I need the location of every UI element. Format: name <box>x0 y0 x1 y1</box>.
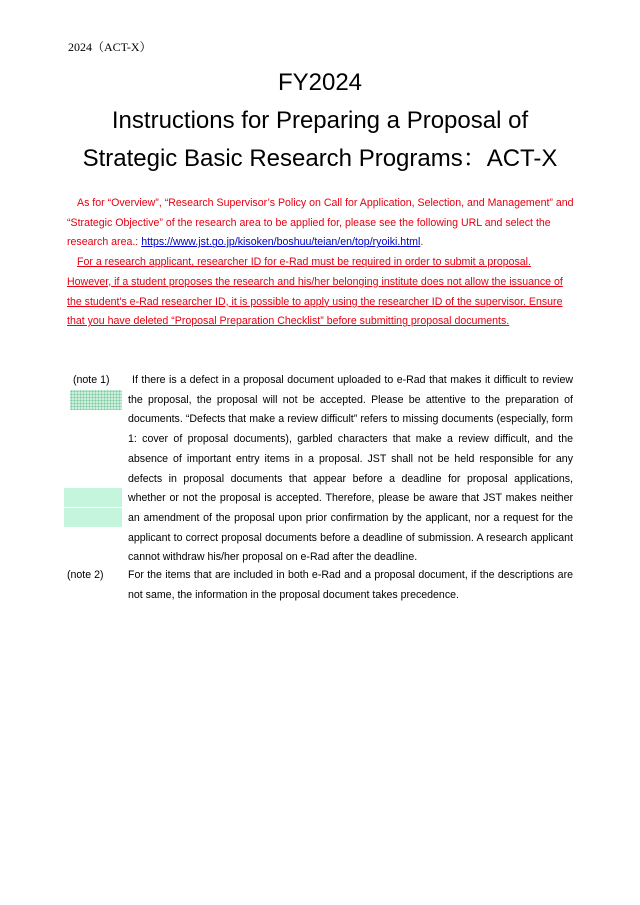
title-year: FY2024 <box>277 69 363 96</box>
note-2-label: (note 2) <box>67 569 104 581</box>
intro-overview-end: . <box>420 236 424 249</box>
title-main: Instructions for Preparing a Proposal of <box>111 107 529 134</box>
intro-overview-text: As for “Overview”, “Research Supervisor’s Policy on Call for Application, Selection, and Management” and “Strategic Objective” of the research area to be applied for, please see the following URL and select the research area.: <box>67 197 574 249</box>
note-2-text: For the items that are included in both e-Rad and a proposal document, if the descriptions are not same, the information in the proposal document takes precedence. <box>128 569 573 601</box>
title-program: Strategic Basic Research Programs：ACT-X <box>82 145 558 172</box>
highlight-mark <box>70 390 122 410</box>
intro-paragraph-overview <box>67 194 574 253</box>
document-code: 2024（ACT-X） <box>68 40 152 54</box>
note-1-label: (note 1) <box>73 374 110 386</box>
researcher-id-notice: For a research applicant, researcher ID for e-Rad must be required in order to submit a proposal. However, if a student proposes the research and his/her belonging institute does not allow the issuance of the student's e-Rad researcher ID, it is possible to apply using the researcher ID of the supervisor. Ensure that you have deleted “Proposal Preparation Checklist” before submitting proposal documents. <box>67 256 563 328</box>
highlight-mark <box>64 488 122 507</box>
intro-paragraph-researcher-id <box>67 253 574 332</box>
highlight-mark <box>64 508 122 527</box>
research-area-link[interactable]: https://www.jst.go.jp/kisoken/boshuu/teian/en/top/ryoiki.html <box>141 236 421 249</box>
intro-section <box>67 194 574 332</box>
note-1-text: If there is a defect in a proposal document uploaded to e-Rad that makes it difficult to review the proposal, the proposal will not be accepted. Please be attentive to the preparation of documents. “Defects that make a review difficult” refers to missing documents (especially, form 1: cover of proposal documents), garbled characters that make a review difficult, and the absence of important entry items in a proposal. JST shall not be held responsible for any defects in proposal documents that appear before a deadline for proposal applications, whether or not the proposal is accepted. Therefore, please be aware that JST makes neither an amendment of the proposal upon prior confirmation by the applicant, nor a request for the applicant to correct proposal documents before a deadline of submission. A research applicant cannot withdraw his/her proposal on e-Rad after the deadline. <box>128 374 573 564</box>
